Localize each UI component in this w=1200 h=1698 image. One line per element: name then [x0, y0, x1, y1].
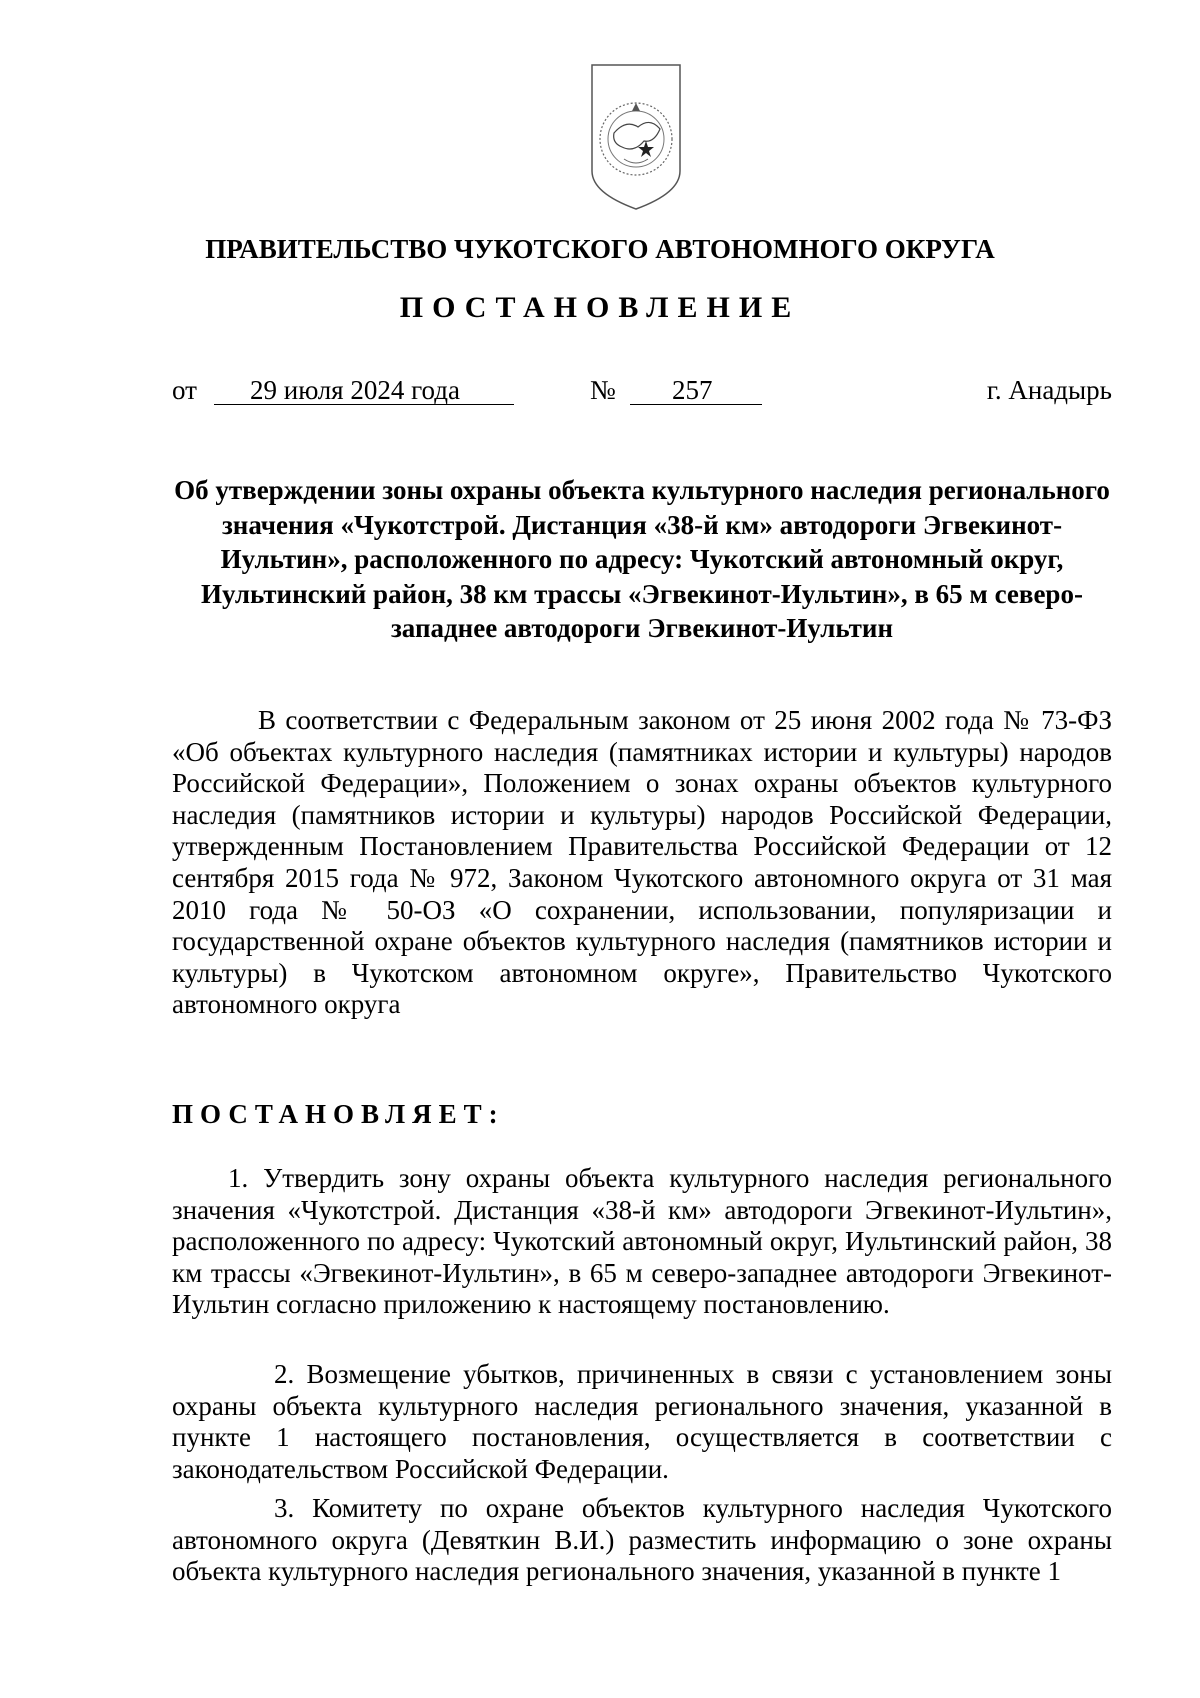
coat-of-arms-icon	[588, 63, 684, 211]
document-number: 257	[630, 373, 762, 405]
document-city: г. Анадырь	[986, 375, 1112, 405]
document-subject: Об утверждении зоны охраны объекта культурного наследия регионального значения «Чукотстрой. Дистанция «38-й км» автодороги Эгвекинот-Иультин», расположенного по адресу: Чукотский автономный округ, Иультинский район, 38 км трассы «Эгвекинот-Иультин», в 65 м северо-западнее автодороги Эгвекинот-Иультин	[174, 475, 1110, 643]
list-item: 2. Возмещение убытков, причиненных в связи с установлением зоны охраны объекта культурного наследия регионального значения, указанной в пункте 1 настоящего постановления, осуществляется в соответствии с законодательством Российской Федерации.	[172, 1359, 1112, 1484]
document-meta	[172, 373, 1112, 407]
list-item: 1. Утвердить зону охраны объекта культурного наследия регионального значения «Чукотстрой. Дистанция «38-й км» автодороги Эгвекинот-Иультин», расположенного по адресу: Чукотский автономный округ, Иультинский район, 38 км трассы «Эгвекинот-Иультин», в 65 м северо-западнее автодороги Эгвекинот-Иультин согласно приложению к настоящему постановлению.	[172, 1163, 1112, 1320]
government-title: ПРАВИТЕЛЬСТВО ЧУКОТСКОГО АВТОНОМНОГО ОКРУГА	[205, 234, 995, 264]
number-sign: №	[590, 375, 616, 405]
document-date: 29 июля 2024 года	[214, 373, 514, 405]
date-prefix: от	[172, 375, 197, 405]
preamble-paragraph: В соответствии с Федеральным законом от 25 июня 2002 года № 73-ФЗ «Об объектах культурного наследия (памятниках истории и культуры) народов Российской Федерации», Положением о зонах охраны объектов культурного наследия (памятников истории и культуры) народов Российской Федерации, утвержденным Постановлением Правительства Российской Федерации от 12 сентября 2015 года № 972, Законом Чукотского автономного округа от 31 мая 2010 года № 50-ОЗ «О сохранении, использовании, популяризации и государственной охране объектов культурного наследия (памятников истории и культуры) в Чукотском автономном округе», Правительство Чукотского автономного округа	[172, 705, 1112, 1020]
document-type: ПОСТАНОВЛЕНИЕ	[399, 291, 801, 324]
list-item: 3. Комитету по охране объектов культурного наследия Чукотского автономного округа (Девяткин В.И.) разместить информацию о зоне охраны объекта культурного наследия регионального значения, указанной в пункте 1	[172, 1493, 1112, 1587]
decree-heading: ПОСТАНОВЛЯЕТ:	[172, 1099, 505, 1129]
